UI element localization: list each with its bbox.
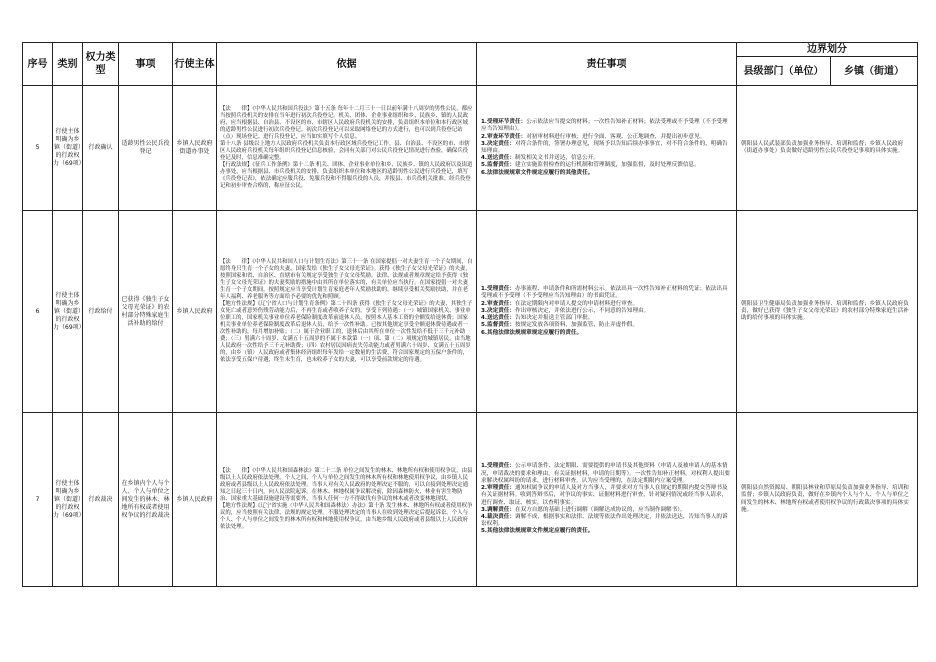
table-row	[23, 413, 918, 587]
resp-label: 5.监督责任：	[481, 162, 515, 169]
row-seq: 6	[23, 211, 53, 413]
row-boundary-text: 朝阳县卫生健康局负责加强业务指导、培训和监督；乡镇人民政府负责，做好已获得《独生子女父母光荣证》的农村部分特殊家庭生活补助的给付事项的具体实施。	[737, 211, 918, 413]
resp-label: 5.其他法律法规规章文件规定应履行的责任。	[481, 528, 594, 535]
resp-label: 2.审理责任：	[481, 485, 515, 492]
header-boundary: 边界划分	[737, 43, 918, 57]
header-county-dept: 县级部门（单位）	[737, 57, 831, 86]
resp-item	[481, 170, 732, 177]
resp-item	[481, 141, 732, 155]
row-basis	[217, 86, 477, 211]
table-row	[23, 86, 918, 211]
power-list-table	[22, 42, 918, 587]
power-list-sheet	[22, 42, 917, 587]
row-category: 行使主体明确为乡镇（街道）的行政权力（69项）	[53, 211, 83, 413]
resp-label: 1.受理责任：	[481, 286, 515, 293]
header-seq: 序号	[23, 43, 53, 86]
resp-item	[481, 134, 732, 141]
resp-text: 对初审材料进行审核；进行全面、客观、公正地调查，并提出初步意见。	[526, 133, 706, 140]
resp-item	[481, 301, 732, 308]
row-responsibility	[477, 211, 737, 413]
header-power-type: 权力类型	[83, 43, 119, 86]
resp-text: 按规定发放各项资料，加强监管，防止弄虚作假。	[515, 322, 639, 329]
basis-paragraph: 【法 律】《中华人民共和国兵役法》第十五条 每年十二月三十一日以前年满十八周岁的男性公民，都应当按照兵役机关的安排在当年进行初次兵役登记。机关、团体、企业事业组织和乡、民族乡、镇的人民政府，应当根据县、自治县、不设区的市、市辖区人民政府兵役机关的安排，负责组织本单位和本行政区域的适龄男性公民进行初次兵役登记。初次兵役登记可以采取网络登记的方式进行，也可以到兵役登记站（点）现场登记。进行兵役登记，应当如实填写个人信息。	[220, 106, 473, 140]
resp-item	[481, 463, 732, 485]
resp-text: 在双方自愿的基础上进行调解（调解达成协议的，应当制作调解书）。	[515, 506, 686, 513]
resp-text: 制发相关文书并送达，信息公开。	[515, 155, 599, 162]
row-basis	[217, 413, 477, 587]
header-item: 事项	[119, 43, 173, 86]
row-item: 适龄男性公民兵役登记	[119, 86, 173, 211]
resp-label: 4.送达责任：	[481, 155, 515, 162]
resp-text: 公示申请条件、法定期限、需要提供的申请书及其他资料（申请人及被申请人的基本情况，申请裁决的要求和理由，有关证据材料，申请的日期等）。一次性告知补正材料。对权利人提出要求解决权属纠纷的请求，进行材料审查，认为应当受理的，在法定期限内立案受理。	[481, 463, 730, 484]
resp-label: 2.审查责任：	[481, 300, 515, 307]
resp-text: 公示依法应当提交的材料；一次性告知补正材料；依法受理或不予受理（不予受理应当告知理由）。	[481, 119, 728, 133]
row-item: 在乡镇内个人与个人、个人与单位之间发生的林木、林地所有权或者使用权争议的行政裁决	[119, 413, 173, 587]
resp-label: 3.决定责任：	[481, 140, 515, 147]
table-row	[23, 211, 918, 413]
row-seq: 5	[23, 86, 53, 211]
resp-item	[481, 507, 732, 514]
resp-item	[481, 330, 732, 337]
resp-label: 4.送达责任：	[481, 315, 515, 322]
resp-label: 3.决定责任：	[481, 307, 515, 314]
basis-paragraph: 第十八条 县级以上地方人民政府兵役机关负责本行政区域兵役登记工作。县、自治县、不设区的市、市辖区人民政府兵役机关每年组织兵役登记信息核验，会同有关部门对公民兵役登记情况进行查验，确保兵役登记及时，信息准确完整。	[220, 141, 470, 161]
basis-paragraph: 【法 律】《中华人民共和国人口与计划生育法》第三十一条 在国家提倡一对夫妻生育一个子女期间，自愿终身只生育一个子女的夫妻，国家发给《独生子女父母光荣证》。获得《独生子女父母光荣证》的夫妻，按照国家和省、自治区、直辖市有关规定享受独生子女父母奖励。法律、法规或者规章规定给予获得《独生子女父母光荣证》的夫妻奖励的措施中由其所在单位落实的，有关单位应当执行。在国家提倡一对夫妻生育一个子女期间，按照规定应当享受计划生育家庭老年人奖励扶助的，继续享受相关奖励扶助，并在老年人福利、养老服务等方面给予必要的优先和照顾。	[220, 259, 473, 300]
resp-text: 作出审核决定，并依法进行公示，不同意的告知理由。	[515, 307, 650, 314]
resp-item	[481, 308, 732, 315]
header-subject: 行使主体	[173, 43, 217, 86]
row-responsibility	[477, 86, 737, 211]
row-power-type: 行政确认	[83, 86, 119, 211]
basis-paragraph: 【法 律】《中华人民共和国森林法》第二十二条 单位之间发生的林木、林地所有权和使用权争议，由县级以上人民政府依法处理。个人之间、个人与单位之间发生的林木所有权和林地使用权争议，由乡镇人民政府或者县级以上人民政府依法处理。当事人对有关人民政府的处理决定不服的，可以自接到处理决定通知之日起三十日内，向人民法院起诉。在林木、林地权属争议解决前，除因森林防火、林业有害生物防治、国家重大基础设施建设等需要外，当事人任何一方不得砍伐有争议的林木或者改变林地现状。	[220, 468, 473, 502]
resp-label: 1.受理环节责任：	[481, 119, 527, 126]
row-boundary-text: 朝阳县人民武装部负责加强业务指导、培训和监督；乡镇人民政府（街道办事处）负责做好适龄男性公民兵役登记事项的具体实施。	[737, 86, 918, 211]
row-item: 已获得《独生子女父母光荣证》的农村部分特殊家庭生活补助的给付	[119, 211, 173, 413]
header-township: 乡镇（街道）	[831, 57, 918, 86]
row-subject: 乡镇人民政府	[173, 211, 217, 413]
resp-item	[481, 286, 732, 300]
resp-label: 2.审查环节责任：	[481, 133, 527, 140]
resp-text: 在法定期限内对申请人提交的申请材料进行审查。	[515, 300, 639, 307]
resp-label: 4.裁决责任：	[481, 513, 515, 520]
resp-item	[481, 119, 732, 133]
resp-label: 1.受理责任：	[481, 463, 515, 470]
resp-text: 通知权属争议的申请人及对方当事人，并要求对方当事人在规定的期限内提交答辩书及有关证据材料。收到答辩书后，对争议的事实、证据材料进行审查，针对疑问情况或经当事人请求，进行调查、取证、核实，以查明事实。	[481, 485, 728, 506]
resp-text: 对符合条件的，签署办理意见，现场予以告知后续办事事宜，对不符合条件的，明确告知理由。	[481, 140, 728, 154]
row-responsibility	[477, 413, 737, 587]
row-boundary-text: 朝阳县自然资源局、朝阳县林业和草原局负责加强业务指导、培训和监督；乡镇人民政府负责，做好在乡镇内个人与个人、个人与单位之间发生的林木、林地所有权或者使用权争议的行政裁决事项的具体实施。	[737, 413, 918, 587]
row-category: 行使主体明确为乡镇（街道）的行政权力（69项）	[53, 413, 83, 587]
header-category: 类别	[53, 43, 83, 86]
row-category: 行使主体明确为乡镇（街道）的行政权力（69项）	[53, 86, 83, 211]
resp-text: 告知决定并报送主管部门审批。	[515, 315, 594, 322]
resp-item	[481, 162, 732, 169]
header-responsibility: 责任事项	[477, 43, 737, 86]
resp-label: 3.调解责任：	[481, 506, 515, 513]
row-seq: 7	[23, 413, 53, 587]
row-subject: 乡镇人民政府 街道办事处	[173, 86, 217, 211]
resp-item	[481, 514, 732, 528]
resp-text: 办事流程、申请条件和所需材料公示。依法出具一次性告知补正材料的凭证；依法出具受理或不予受理（不予受理应当告知理由）的书面凭证。	[481, 286, 728, 300]
resp-item	[481, 485, 732, 507]
resp-text: 建立实施监督检查的运行机制和管理制度，加强监督，及时处理反馈信息。	[515, 162, 700, 169]
row-power-type: 行政给付	[83, 211, 119, 413]
resp-label: 5.监督责任：	[481, 322, 515, 329]
resp-item	[481, 528, 732, 535]
basis-paragraph: 【地方性法规】《辽宁省人口与计划生育条例》第二十四条 获得《独生子女父母光荣证》的夫妻，其独生子女死亡或者意外伤残劳动能力后，不再生育或者收养子女的，享受下列待遇：（一）城镇国家机关、事业单位职工的，国家机关事业单位养老保险制度改革前退休人员，按照本人基本工资的全额发给退休费；国家机关事业单位养老保险制度改革后退休人员，给予一次性补助。已按其他规定享受全额退休费待遇或者一次性补助的，每月增加补贴；（二）属于企业职工的，退休后由其所在单位一次性发给不低于三千元补助费；（三）男满六十周岁、女满五十五周岁的不属于本款第（一）项、第（二）项规定的城镇居民，由当地人民政府一次性给予三千元补助费；（四）农村居民因病丧失劳动能力或者男满六十周岁、女满五十五周岁的，由乡（镇）人民政府或者集体经济组织每年发给一定数量的生活费，符合国家规定的五保户条件的，依法享受五保户待遇，终生未生育，也未收养子女的夫妻，可以享受前款规定的待遇。	[220, 301, 473, 363]
basis-paragraph: 【地方性法规】《辽宁省实施〈中华人民共和国森林法〉办法》第十条 发生林木、林地所有权或者使用权争议的，应当按照有关法律、法规的规定处理。不服处理决定的当事人在收到处理决定后提起诉讼。个人与个人、个人与单位之间发生的林木所有权和林地使用权争议，由当地乡级人民政府或者县级以上人民政府依法处理。	[220, 503, 473, 530]
resp-text: 调解不成，根据事实和法律、法规等依法作出处理决定，并依法送达，告知当事人的诉讼权利。	[481, 513, 728, 528]
header-basis: 依据	[217, 43, 477, 86]
row-subject: 乡镇人民政府	[173, 413, 217, 587]
resp-label: 6.法律法规规章文件规定应履行的其他责任。	[481, 169, 594, 176]
resp-label: 6.其他法律法规规章规定应履行的责任。	[481, 329, 583, 336]
resp-item	[481, 322, 732, 329]
basis-paragraph: 【行政法规】《征兵工作条例》第十二条 机关、团体、企业事业单位和乡、民族乡、镇的人民政府以及街道办事处，应当根据县、市兵役机关的安排，负责组织本单位和本地区的适龄男性公民进行兵役登记，填写《兵役登记表》，依法确定应服兵役、免服兵役和不得服兵役的人员，并报县、市兵役机关批准。经兵役登记和初步审查合格的，称应征公民。	[220, 162, 473, 189]
row-basis	[217, 211, 477, 413]
row-power-type: 行政裁决	[83, 413, 119, 587]
